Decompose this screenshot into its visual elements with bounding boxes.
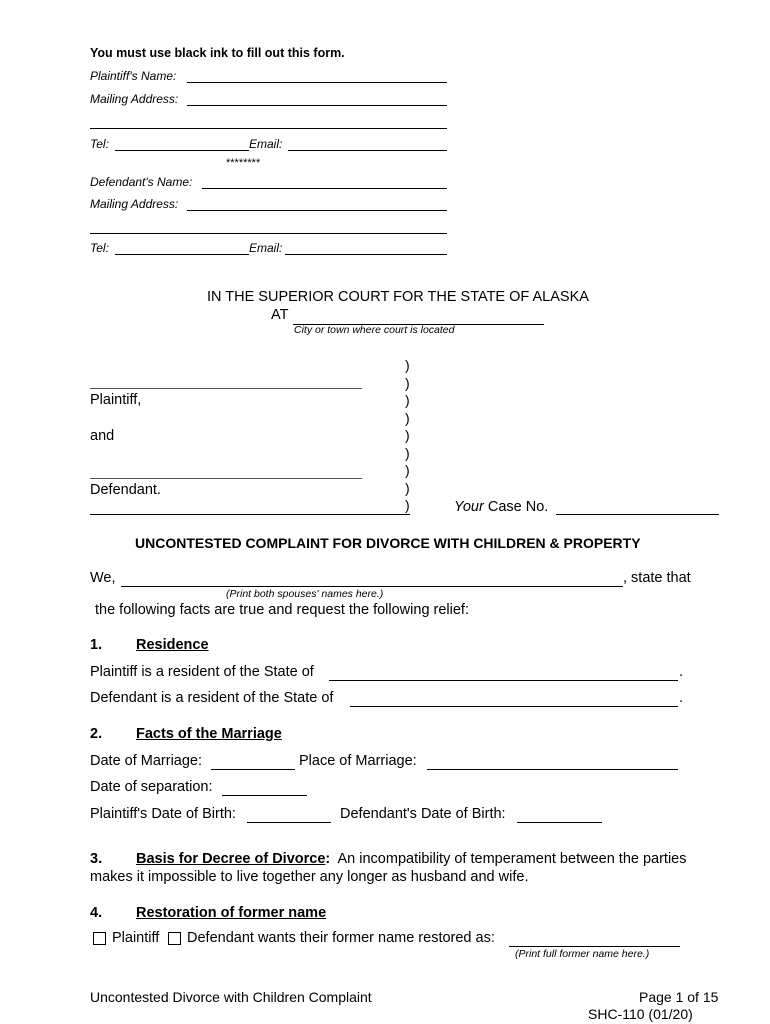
plaintiff-option-label: Plaintiff — [112, 930, 160, 946]
defendant-email-field[interactable] — [285, 236, 447, 255]
case-number-field[interactable] — [556, 496, 719, 515]
plaintiff-mailing-address-field[interactable] — [187, 87, 447, 106]
court-title: IN THE SUPERIOR COURT FOR THE STATE OF ALASKA — [207, 289, 589, 305]
section-2-heading: Facts of the Marriage — [136, 726, 282, 742]
place-of-marriage-field[interactable] — [427, 751, 678, 770]
intro-continuation: the following facts are true and request the following relief: — [95, 602, 469, 618]
intro-we: We, — [90, 570, 116, 586]
intro-state-that: , state that — [623, 570, 691, 586]
former-name-field[interactable] — [509, 928, 680, 947]
caption-paren: ) — [405, 479, 410, 496]
document-title: UNCONTESTED COMPLAINT FOR DIVORCE WITH CHILDREN & PROPERTY — [135, 535, 641, 551]
place-of-marriage-label: Place of Marriage: — [299, 753, 417, 769]
section-1-heading: Residence — [136, 637, 209, 653]
plaintiff-residence-period: . — [679, 664, 684, 680]
section-3-number: 3. — [90, 851, 103, 867]
former-name-caption: (Print full former name here.) — [515, 948, 650, 960]
date-of-marriage-field[interactable] — [211, 751, 295, 770]
defendant-email-label: Email: — [249, 241, 283, 255]
separator-asterisks: ******** — [226, 157, 261, 169]
caption-paren: ) — [405, 374, 410, 391]
defendant-tel-field[interactable] — [115, 236, 249, 255]
caption-paren: ) — [405, 409, 410, 426]
caption-paren: ) — [405, 462, 410, 478]
section-4-heading: Restoration of former name — [136, 905, 327, 921]
defendant-residence-period: . — [679, 690, 684, 706]
plaintiff-checkbox[interactable] — [93, 932, 106, 945]
caption-paren: ) — [405, 392, 410, 408]
defendant-residence-label: Defendant is a resident of the State of — [90, 690, 334, 706]
caption-bottom-rule — [90, 514, 410, 515]
date-of-separation-field[interactable] — [222, 777, 307, 796]
ink-instruction: You must use black ink to fill out this form. — [90, 46, 345, 60]
defendant-name-label: Defendant's Name: — [90, 175, 193, 189]
spouses-names-caption: (Print both spouses' names here.) — [226, 588, 384, 600]
case-number-text: Case No. — [487, 499, 549, 515]
court-location-caption: City or town where court is located — [294, 324, 455, 336]
plaintiff-tel-label: Tel: — [90, 137, 109, 151]
caption-paren: ) — [405, 357, 410, 373]
section-4-number: 4. — [90, 905, 103, 921]
defendant-checkbox[interactable] — [168, 932, 181, 945]
section-2-number: 2. — [90, 726, 103, 742]
defendant-dob-label: Defendant's Date of Birth: — [340, 806, 506, 822]
plaintiff-residence-label: Plaintiff is a resident of the State of — [90, 664, 314, 680]
section-3-text-1: An incompatibility of temperament between the parties — [337, 851, 687, 867]
plaintiff-mailing-address-label: Mailing Address: — [90, 92, 179, 106]
plaintiff-mailing-address-field-2[interactable] — [90, 110, 447, 129]
defendant-tel-label: Tel: — [90, 241, 109, 255]
caption-paren: ) — [405, 497, 410, 513]
plaintiff-email-field[interactable] — [288, 132, 447, 151]
plaintiff-name-field[interactable] — [187, 64, 447, 83]
defendant-option-label: Defendant wants their former name restored as: — [187, 930, 495, 946]
spouses-names-field[interactable] — [121, 568, 623, 587]
plaintiff-residence-field[interactable] — [329, 662, 678, 681]
plaintiff-name-label: Plaintiff's Name: — [90, 69, 177, 83]
date-of-separation-label: Date of separation: — [90, 779, 213, 795]
defendant-mailing-address-field-2[interactable] — [90, 215, 447, 234]
case-number-label — [454, 499, 548, 515]
plaintiff-dob-label: Plaintiff's Date of Birth: — [90, 806, 236, 822]
plaintiff-tel-field[interactable] — [115, 132, 249, 151]
defendant-mailing-address-field[interactable] — [187, 192, 447, 211]
footer-form-id: SHC-110 (01/20) — [588, 1006, 693, 1022]
caption-and-label: and — [90, 428, 115, 444]
plaintiff-caption-line — [90, 388, 362, 389]
section-1-number: 1. — [90, 637, 103, 653]
defendant-dob-field[interactable] — [517, 804, 602, 823]
section-3-colon: : — [325, 851, 331, 867]
caption-plaintiff-label: Plaintiff, — [90, 392, 142, 408]
defendant-name-field[interactable] — [202, 170, 447, 189]
section-3-line-1 — [136, 851, 687, 867]
case-number-your: Your — [454, 499, 484, 515]
defendant-residence-field[interactable] — [350, 688, 678, 707]
court-at-label: AT — [271, 307, 289, 323]
footer-title: Uncontested Divorce with Children Complaint — [90, 989, 372, 1005]
footer-page-number: Page 1 of 15 — [639, 989, 719, 1005]
defendant-mailing-address-label: Mailing Address: — [90, 197, 179, 211]
plaintiff-dob-field[interactable] — [247, 804, 331, 823]
plaintiff-email-label: Email: — [249, 137, 283, 151]
court-location-field[interactable] — [293, 306, 544, 325]
section-3-heading: Basis for Decree of Divorce — [136, 851, 326, 867]
defendant-caption-line — [90, 478, 362, 479]
section-3-text-2: makes it impossible to live together any longer as husband and wife. — [90, 869, 529, 885]
caption-paren: ) — [405, 427, 410, 443]
caption-paren: ) — [405, 444, 410, 461]
caption-defendant-label: Defendant. — [90, 482, 161, 498]
date-of-marriage-label: Date of Marriage: — [90, 753, 203, 769]
